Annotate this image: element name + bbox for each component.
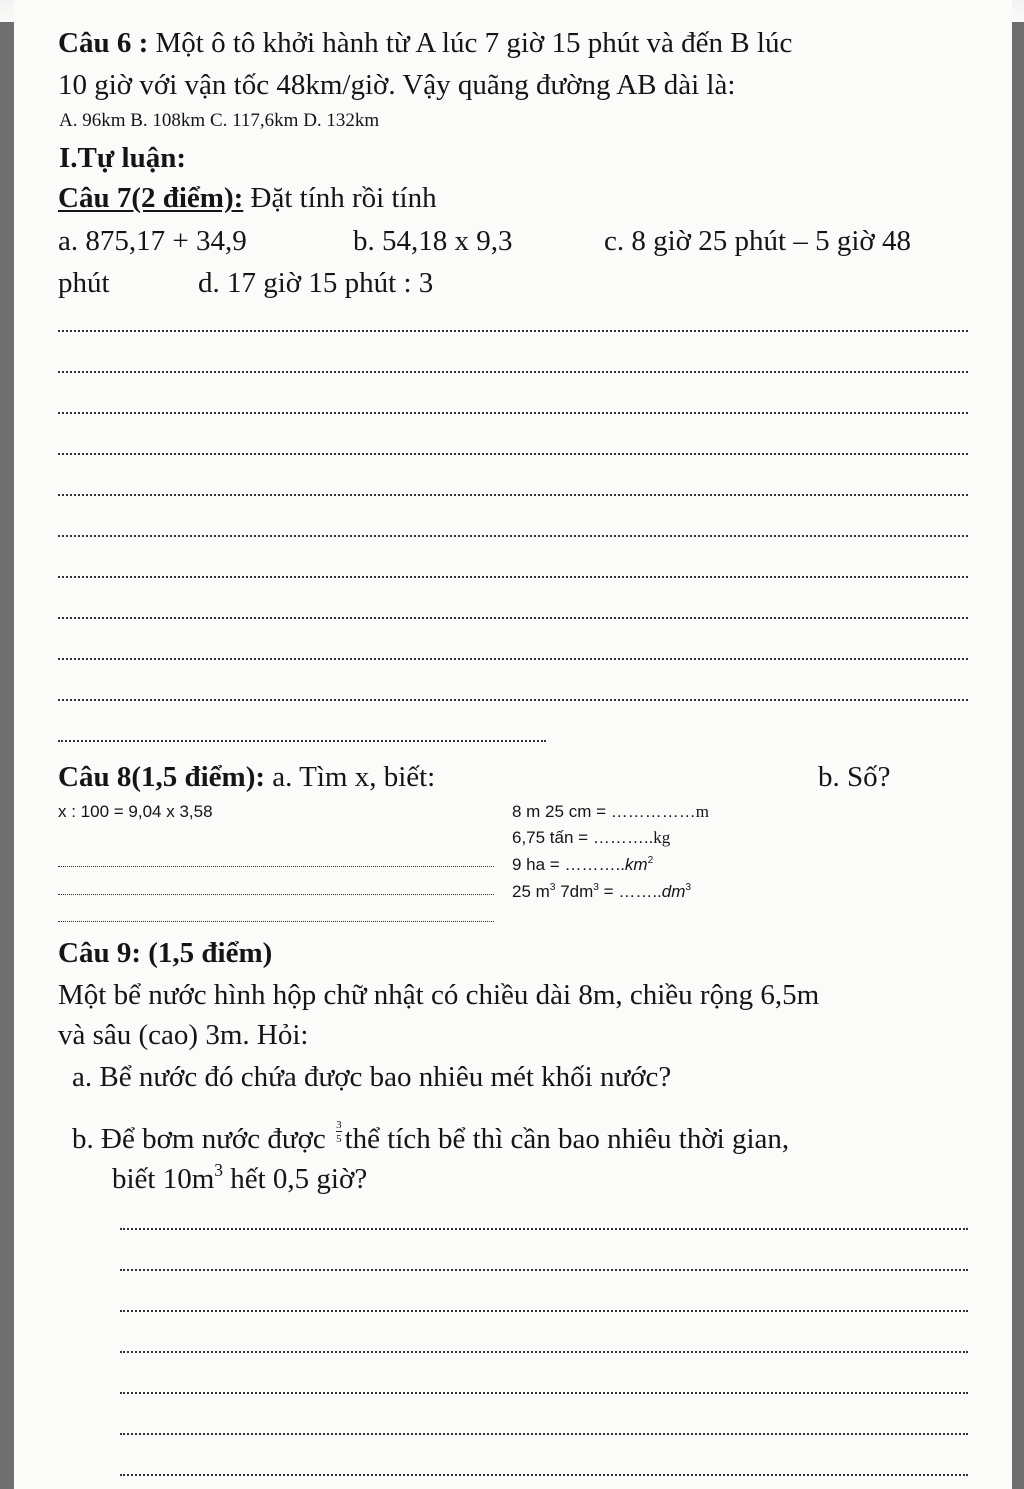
cau6-options: A. 96km B. 108km C. 117,6km D. 132km xyxy=(59,110,380,131)
answer-line xyxy=(58,658,968,660)
answer-line xyxy=(58,494,968,496)
fraction-three-fifths: $\frac{3}{5}$ xyxy=(336,1119,342,1145)
cau9-qa: a. Bể nước đó chứa được bao nhiêu mét khối nước? xyxy=(72,1061,672,1093)
answer-line xyxy=(58,576,968,578)
cau8-header xyxy=(58,760,435,794)
cau8-equation: x : 100 = 9,04 x 3,58 xyxy=(58,802,213,821)
cau6-title: Câu 6 : xyxy=(58,27,149,59)
cau8-conv2: 6,75 tấn = ………..kg xyxy=(512,828,671,847)
answer-line xyxy=(58,330,968,332)
answer-line xyxy=(58,617,968,619)
answer-line xyxy=(58,894,494,895)
answer-line xyxy=(58,921,494,922)
cau7-c-cont: phút xyxy=(58,267,110,299)
cau8-title: Câu 8(1,5 điểm): xyxy=(58,761,266,793)
answer-line xyxy=(58,535,968,537)
cau7-title: Câu 7(2 điểm): xyxy=(58,182,244,214)
answer-line xyxy=(120,1392,968,1394)
cau8-conv3: 9 ha = $\dots\dots\dots..km^2$ xyxy=(512,854,654,874)
cau9-qb-line2: biết $10m^3$ hết 0,5 giờ? xyxy=(112,1159,368,1195)
cau7-a: a. 875,17 + 34,9 xyxy=(58,225,247,257)
cau9-qb: b. Để bơm nước được $\frac{3}{5}$ thể tích bể thì cần bao nhiêu thời gian, xyxy=(72,1119,790,1155)
answer-line xyxy=(120,1433,968,1435)
answer-line xyxy=(58,371,968,373)
worksheet-page xyxy=(14,0,1012,1489)
answer-line xyxy=(58,740,546,742)
answer-line xyxy=(58,866,494,867)
cau7-prompt: Đặt tính rồi tính xyxy=(250,182,437,214)
cau7-b: b. 54,18 x 9,3 xyxy=(353,225,513,257)
cau7-c: c. 8 giờ 25 phút – 5 giờ 48 xyxy=(604,225,911,257)
cau8-conv1: 8 m 25 cm = ……………m xyxy=(512,802,709,821)
answer-line xyxy=(120,1310,968,1312)
cau8-part-a: a. Tìm x, biết: xyxy=(272,761,436,793)
cau8-part-b: b. Số? xyxy=(818,761,891,793)
cau7-header xyxy=(58,181,437,215)
cau7-d: d. 17 giờ 15 phút : 3 xyxy=(198,267,434,299)
tu-luan-heading: I.Tự luận: xyxy=(59,142,187,174)
cau9-title: Câu 9: (1,5 điểm) xyxy=(58,937,273,969)
cau9-line1: Một bể nước hình hộp chữ nhật có chiều dài 8m, chiều rộng 6,5m xyxy=(58,979,820,1011)
answer-line xyxy=(120,1269,968,1271)
answer-line xyxy=(120,1228,968,1230)
answer-line xyxy=(58,453,968,455)
cau6-text-line2: 10 giờ với vận tốc 48km/giờ. Vậy quãng đường AB dài là: xyxy=(58,69,736,101)
cau6-text-line1: Một ô tô khởi hành từ A lúc 7 giờ 15 phút và đến B lúc xyxy=(155,27,793,59)
answer-line xyxy=(120,1351,968,1353)
cau9-line2: và sâu (cao) 3m. Hỏi: xyxy=(58,1019,309,1051)
answer-line xyxy=(58,699,968,701)
answer-line xyxy=(120,1474,968,1476)
cau6-line1 xyxy=(58,26,792,60)
cau8-conv4: 25 $m^3$ $7dm^3$ = $\dots\dots..dm^3$ xyxy=(512,881,692,901)
answer-line xyxy=(58,412,968,414)
